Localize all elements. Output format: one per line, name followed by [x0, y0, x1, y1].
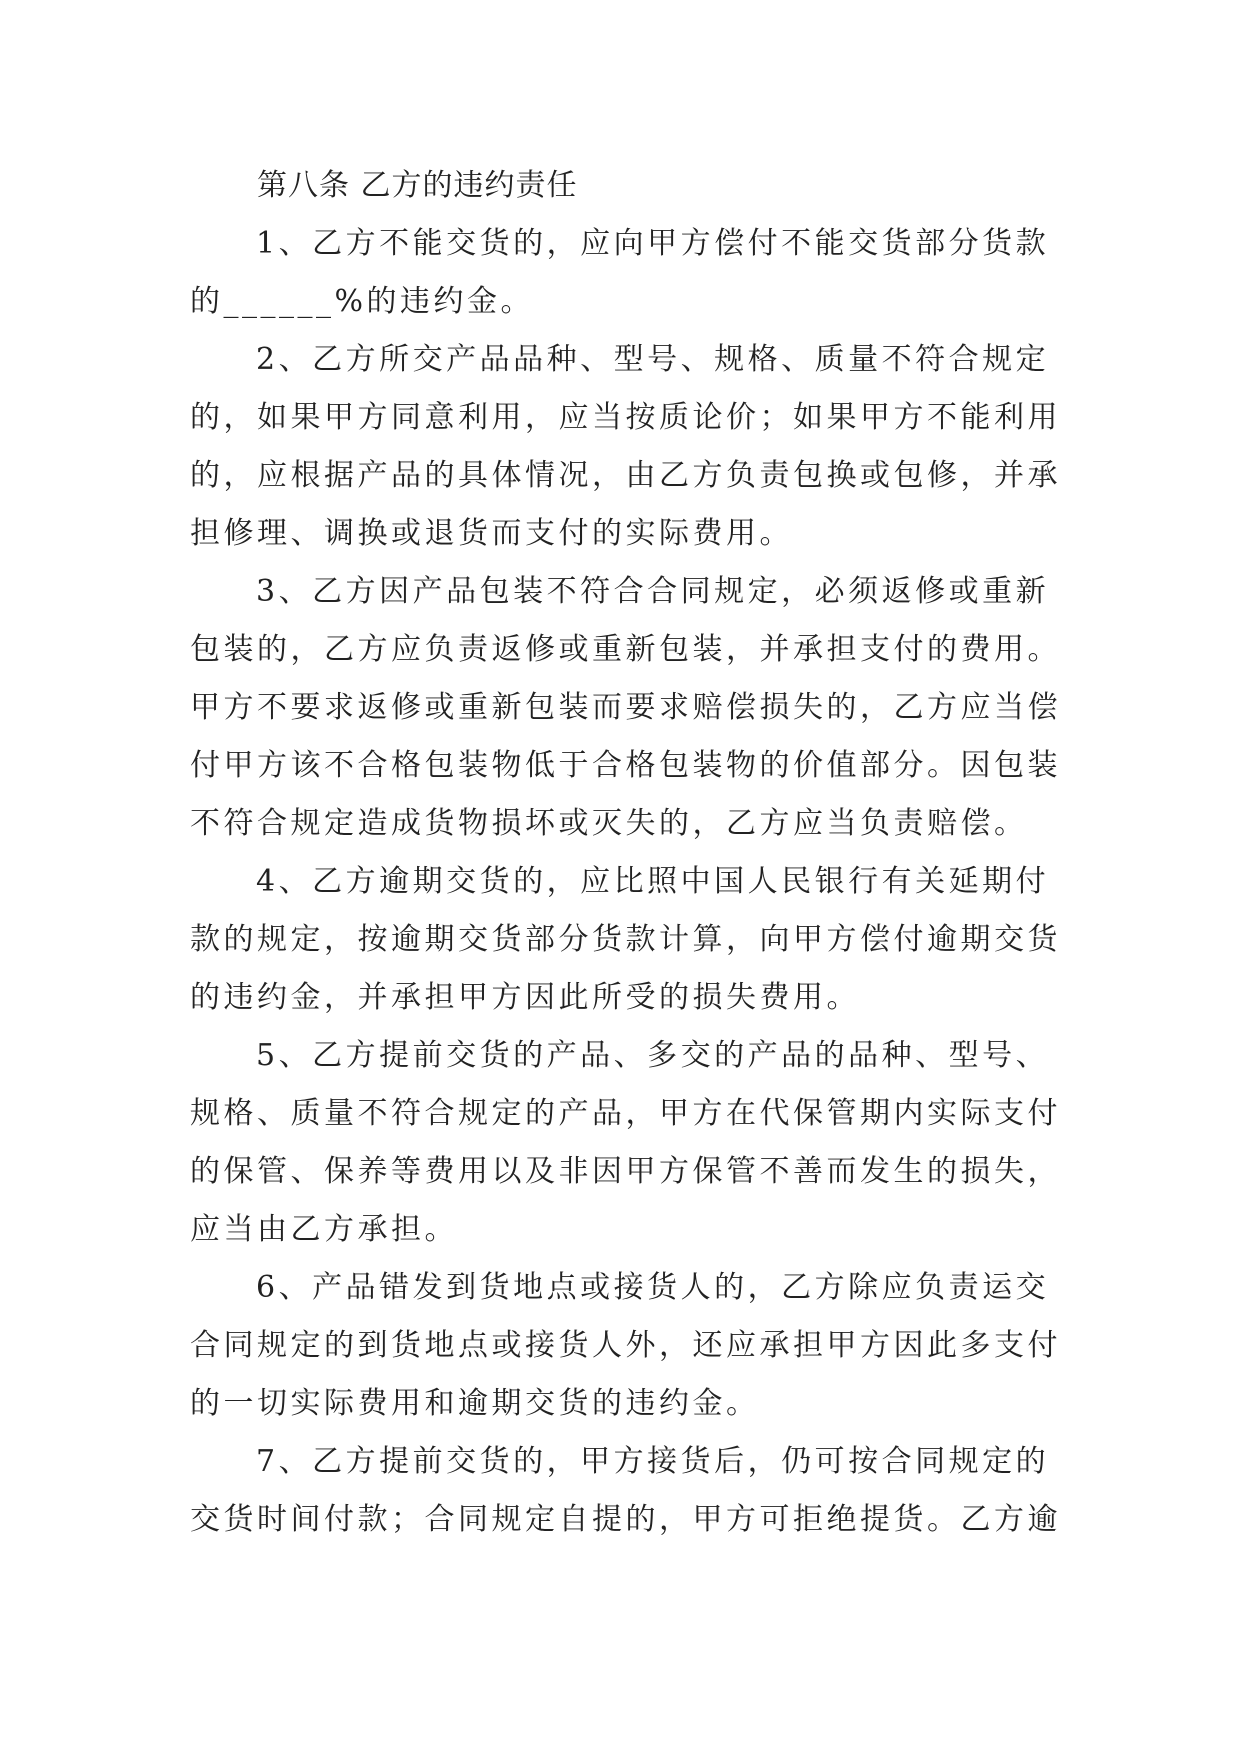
clause-line: 付甲方该不合格包装物低于合格包装物的价值部分。因包装 [190, 748, 1061, 783]
clause-line: 应当由乙方承担。 [190, 1212, 458, 1247]
clause-paragraph [190, 1433, 1061, 1549]
clause-line: 规格、质量不符合规定的产品，甲方在代保管期内实际支付 [190, 1096, 1061, 1131]
clause-line: 合同规定的到货地点或接货人外，还应承担甲方因此多支付 [190, 1328, 1061, 1363]
clause-line: 交货时间付款；合同规定自提的，甲方可拒绝提货。乙方逾 [190, 1502, 1061, 1537]
clause-line: 的违约金，并承担甲方因此所受的损失费用。 [190, 980, 860, 1015]
clause-paragraph [190, 563, 1061, 853]
clause-line: 的保管、保养等费用以及非因甲方保管不善而发生的损失， [190, 1154, 1061, 1189]
clause-line: 包装的，乙方应负责返修或重新包装，并承担支付的费用。 [190, 632, 1061, 667]
document-body [190, 157, 1061, 1549]
clause-paragraph [190, 853, 1061, 1027]
clause-paragraph [190, 1027, 1061, 1259]
clause-line: 担修理、调换或退货而支付的实际费用。 [190, 516, 793, 551]
clause-line: 款的规定，按逾期交货部分货款计算，向甲方偿付逾期交货 [190, 922, 1061, 957]
clause-line: 2、乙方所交产品品种、型号、规格、质量不符合规定 [256, 342, 1050, 377]
clause-list [190, 215, 1061, 1549]
clause-line: 的，应根据产品的具体情况，由乙方负责包换或包修，并承 [190, 458, 1061, 493]
clause-paragraph [190, 1259, 1061, 1433]
clause-line: 6、产品错发到货地点或接货人的，乙方除应负责运交 [256, 1270, 1050, 1305]
clause-line: 不符合规定造成货物损坏或灭失的，乙方应当负责赔偿。 [190, 806, 1028, 841]
clause-line: 4、乙方逾期交货的，应比照中国人民银行有关延期付 [256, 864, 1050, 899]
clause-line: 的______%的违约金。 [190, 284, 535, 319]
clause-line: 的一切实际费用和逾期交货的违约金。 [190, 1386, 760, 1421]
clause-line: 3、乙方因产品包装不符合合同规定，必须返修或重新 [256, 574, 1050, 609]
article-heading: 第八条 乙方的违约责任 [257, 168, 578, 203]
clause-line: 5、乙方提前交货的产品、多交的产品的品种、型号、 [256, 1038, 1050, 1073]
clause-line: 甲方不要求返修或重新包装而要求赔偿损失的，乙方应当偿 [190, 690, 1061, 725]
clause-line: 7、乙方提前交货的，甲方接货后，仍可按合同规定的 [256, 1444, 1050, 1479]
clause-paragraph [190, 215, 1050, 331]
clause-line: 的，如果甲方同意利用，应当按质论价；如果甲方不能利用 [190, 400, 1061, 435]
clause-paragraph [190, 331, 1061, 563]
clause-line: 1、乙方不能交货的，应向甲方偿付不能交货部分货款 [256, 226, 1050, 261]
